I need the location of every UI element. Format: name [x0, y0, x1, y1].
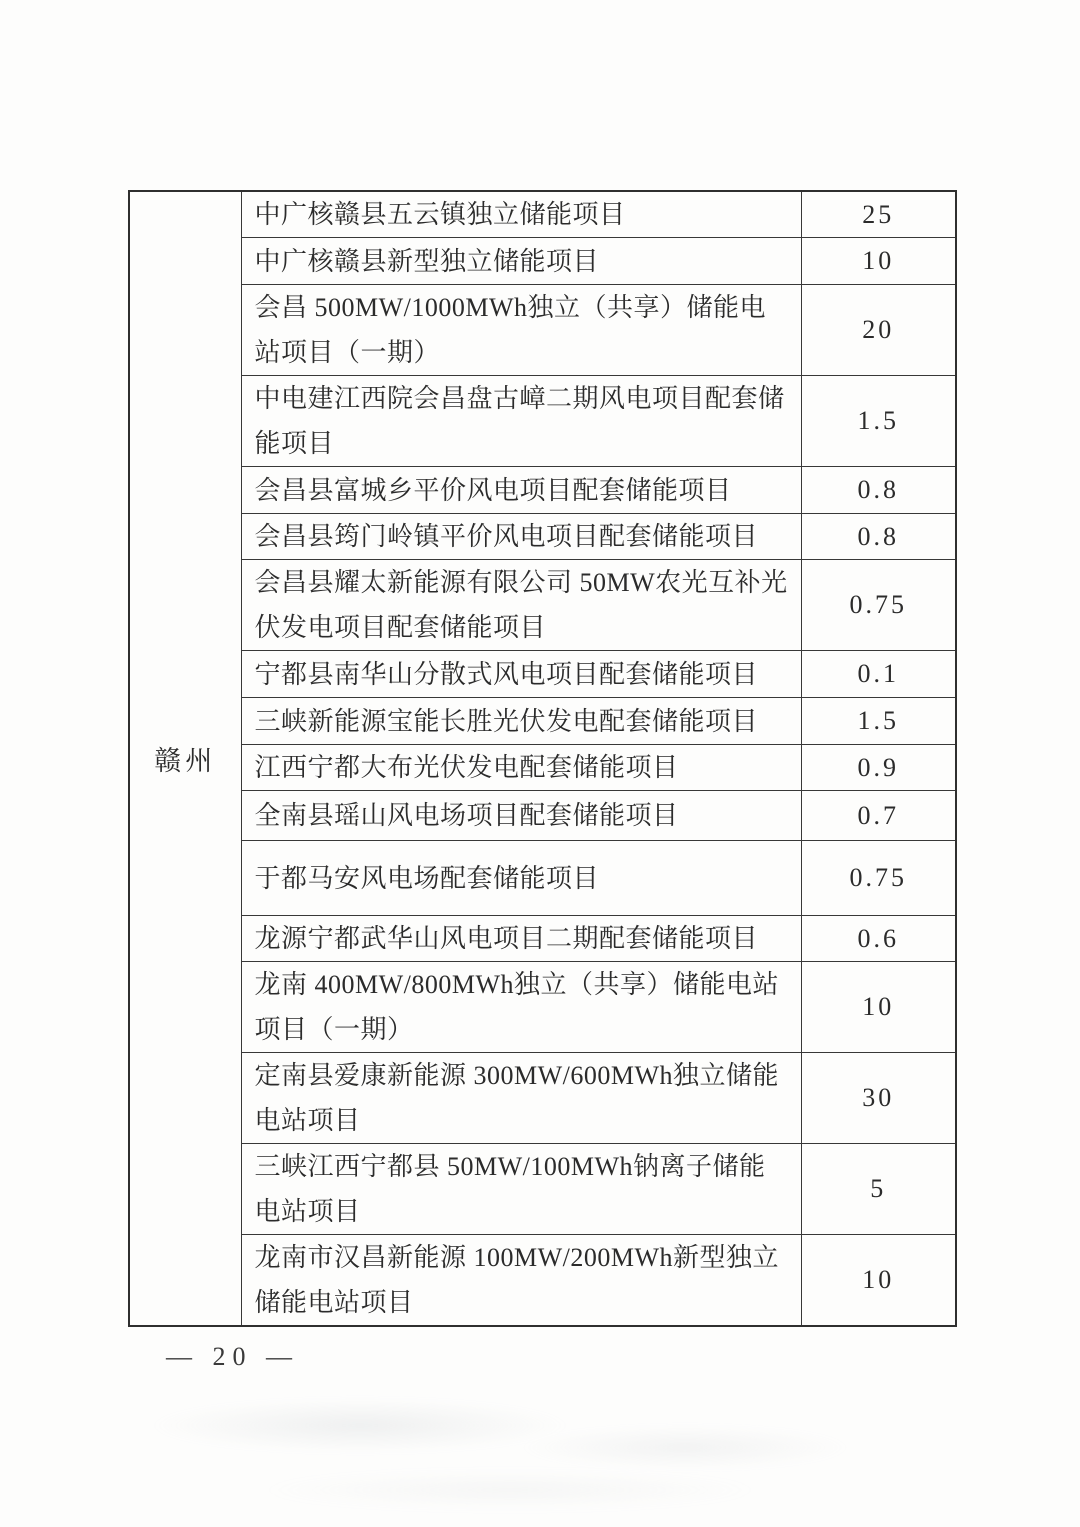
project-value: 30 [801, 1053, 956, 1144]
table-row [129, 467, 956, 514]
project-value: 1.5 [801, 698, 956, 745]
project-name: 中电建江西院会昌盘古嶂二期风电项目配套储能项目 [241, 376, 801, 467]
region-cell: 赣州 [129, 191, 241, 1326]
table-row [129, 651, 956, 698]
project-name: 定南县爱康新能源 300MW/600MWh独立储能电站项目 [241, 1053, 801, 1144]
project-value: 0.75 [801, 560, 956, 651]
project-value: 0.8 [801, 514, 956, 560]
project-value: 0.1 [801, 651, 956, 698]
scan-artifact [520, 1425, 850, 1470]
project-name: 宁都县南华山分散式风电项目配套储能项目 [241, 651, 801, 698]
scan-artifact [260, 1470, 760, 1510]
project-value: 0.75 [801, 841, 956, 916]
project-value: 25 [801, 191, 956, 238]
project-value: 10 [801, 962, 956, 1053]
projects-table [128, 190, 957, 1327]
table-row [129, 791, 956, 841]
table-row [129, 745, 956, 791]
table-row [129, 238, 956, 285]
table-row [129, 285, 956, 376]
table-row [129, 1053, 956, 1144]
project-name: 中广核赣县新型独立储能项目 [241, 238, 801, 285]
project-name: 龙南市汉昌新能源 100MW/200MWh新型独立储能电站项目 [241, 1235, 801, 1327]
project-name: 三峡江西宁都县 50MW/100MWh钠离子储能电站项目 [241, 1144, 801, 1235]
project-value: 5 [801, 1144, 956, 1235]
table-row [129, 191, 956, 238]
project-name: 会昌县筠门岭镇平价风电项目配套储能项目 [241, 514, 801, 560]
project-name: 会昌 500MW/1000MWh独立（共享）储能电站项目（一期） [241, 285, 801, 376]
table-row [129, 376, 956, 467]
project-name: 三峡新能源宝能长胜光伏发电配套储能项目 [241, 698, 801, 745]
project-value: 0.8 [801, 467, 956, 514]
scan-artifact [150, 1398, 570, 1453]
table-row [129, 514, 956, 560]
project-name: 会昌县富城乡平价风电项目配套储能项目 [241, 467, 801, 514]
table-row [129, 560, 956, 651]
project-name: 全南县瑶山风电场项目配套储能项目 [241, 791, 801, 841]
project-name: 江西宁都大布光伏发电配套储能项目 [241, 745, 801, 791]
project-value: 20 [801, 285, 956, 376]
project-value: 10 [801, 1235, 956, 1327]
project-name: 龙南 400MW/800MWh独立（共享）储能电站项目（一期） [241, 962, 801, 1053]
table-row [129, 1235, 956, 1327]
project-value: 0.6 [801, 916, 956, 962]
project-value: 0.9 [801, 745, 956, 791]
project-name: 于都马安风电场配套储能项目 [241, 841, 801, 916]
page-number: — 20 — [166, 1342, 299, 1371]
project-value: 0.7 [801, 791, 956, 841]
table-row [129, 841, 956, 916]
project-name: 中广核赣县五云镇独立储能项目 [241, 191, 801, 238]
table-row [129, 698, 956, 745]
table-row [129, 962, 956, 1053]
project-value: 10 [801, 238, 956, 285]
table-row [129, 916, 956, 962]
table-row [129, 1144, 956, 1235]
project-value: 1.5 [801, 376, 956, 467]
project-name: 龙源宁都武华山风电项目二期配套储能项目 [241, 916, 801, 962]
project-name: 会昌县耀太新能源有限公司 50MW农光互补光伏发电项目配套储能项目 [241, 560, 801, 651]
